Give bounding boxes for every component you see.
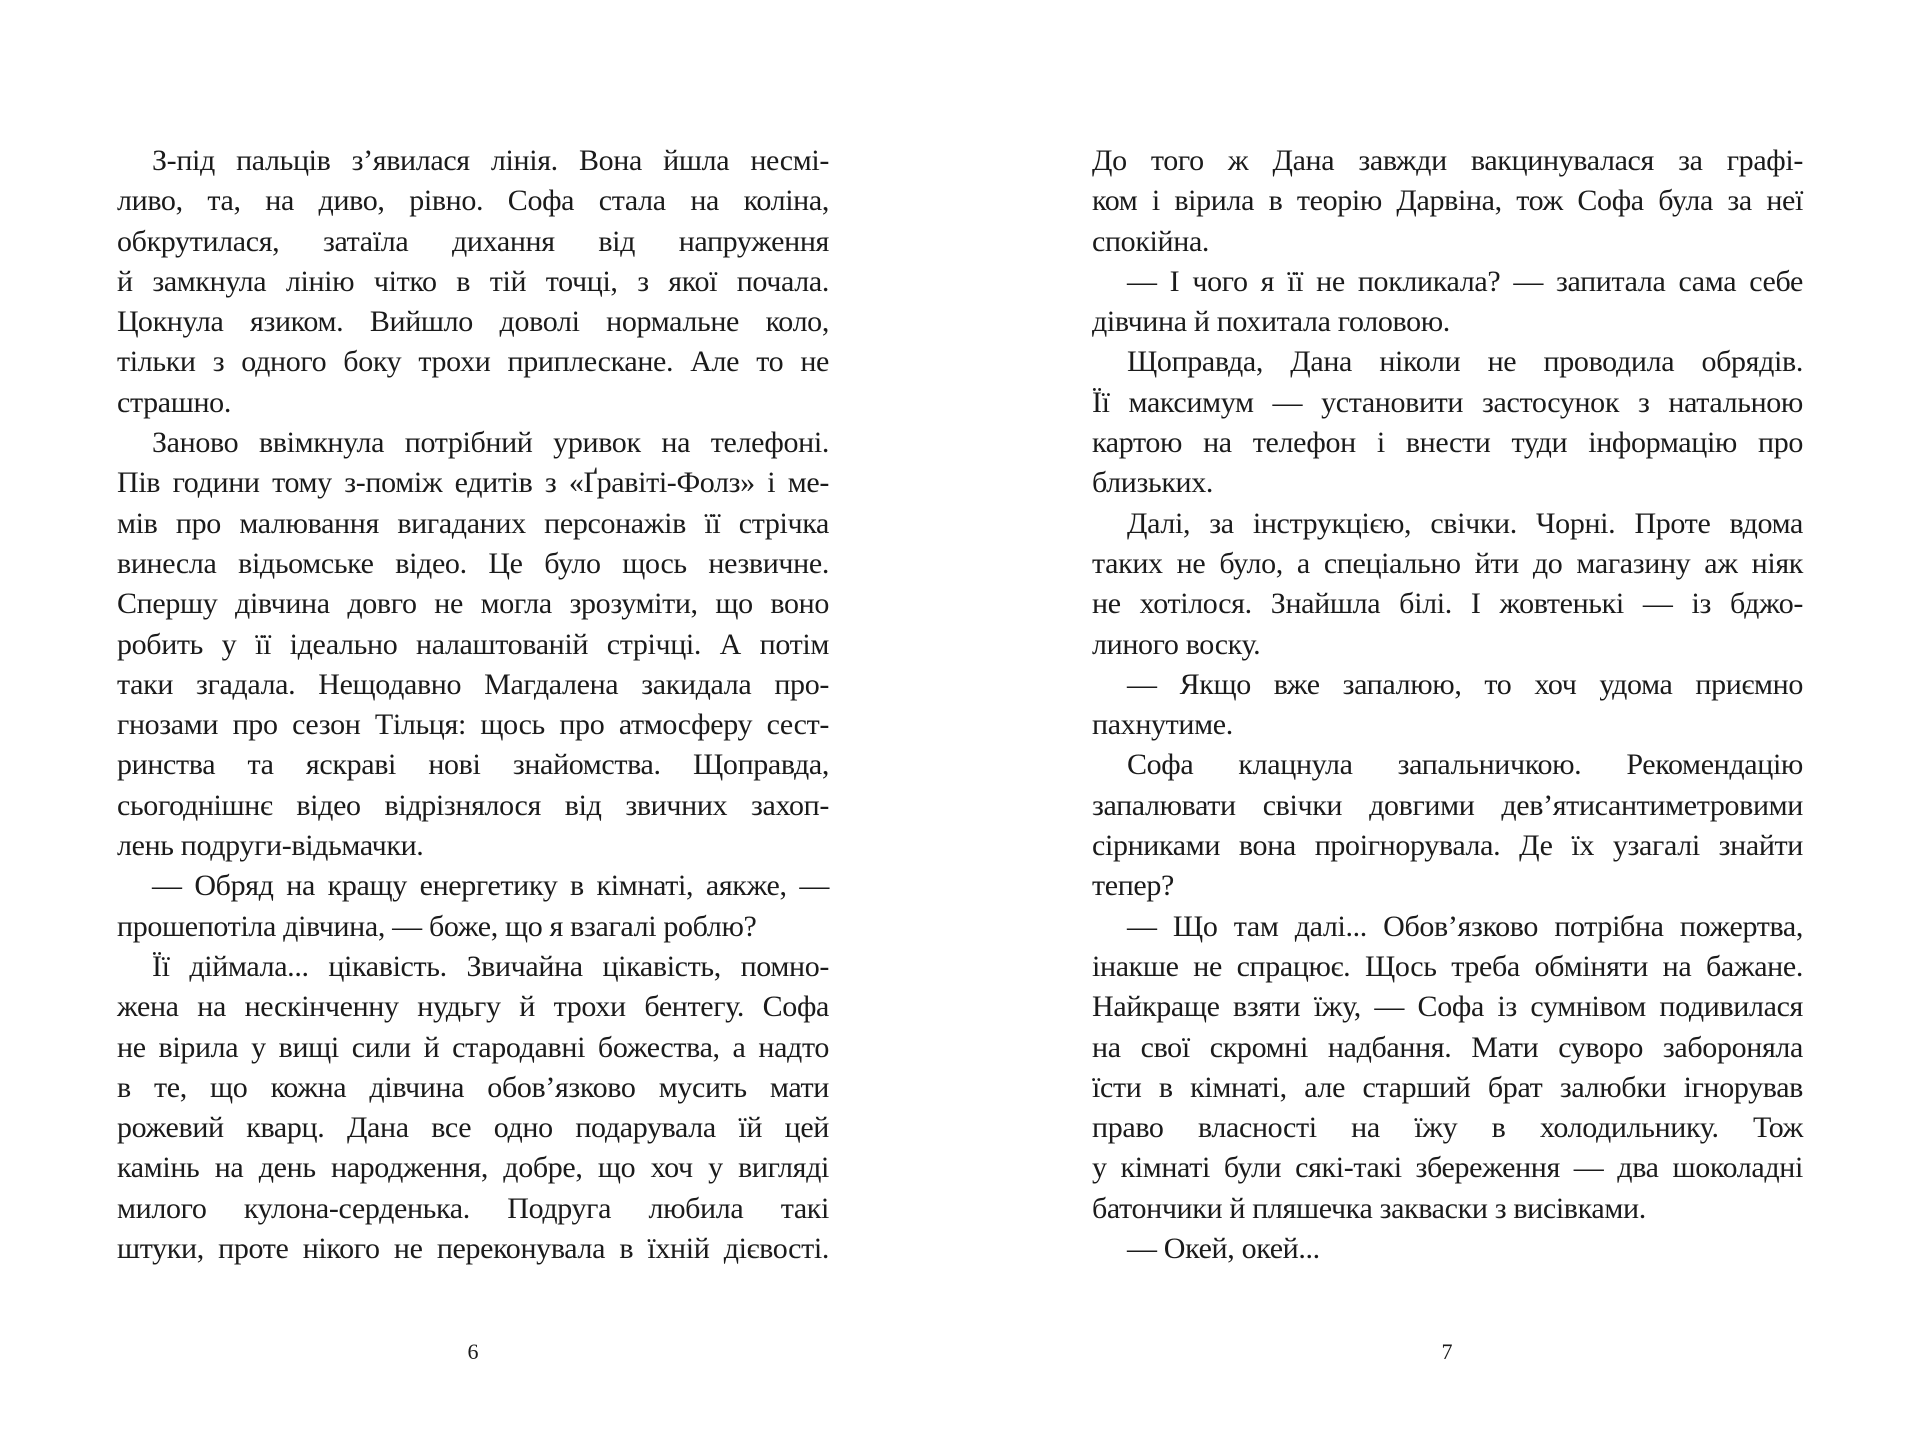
left-page-text	[117, 141, 829, 1269]
text-line: обкрутилася, затаїла дихання від напруження	[117, 224, 829, 258]
right-page	[960, 0, 1920, 1440]
text-line: страшно.	[117, 385, 231, 419]
text-line: сьогоднішнє відео відрізнялося від звичних захоп-	[117, 788, 829, 822]
text-line: — Обряд на кращу енергетику в кімнаті, аякже, —	[152, 869, 829, 903]
text-line: — Якщо вже запалюю, то хоч удома приємно	[1127, 667, 1803, 701]
text-line: линого воску.	[1092, 627, 1261, 661]
text-line: тепер?	[1092, 869, 1175, 903]
text-line: спокійна.	[1092, 224, 1210, 258]
text-line: Пів години тому з-поміж едитів з «Ґравіті-Фолз» і ме-	[117, 466, 829, 500]
text-line: не хотілося. Знайшла білі. І жовтенькі — із бджо-	[1092, 587, 1803, 621]
text-line: Найкраще взяти їжу, — Софа із сумнівом подивилася	[1092, 990, 1803, 1024]
text-line: Софа клацнула запальничкою. Рекомендацію	[1127, 748, 1803, 782]
text-line: робить у її ідеально налаштованій стрічці. А потім	[117, 627, 829, 661]
text-line: камінь на день народження, добре, що хоч у вигляді	[117, 1151, 829, 1185]
page-number-right: 7	[1441, 1339, 1453, 1364]
text-line: Далі, за інструкцією, свічки. Чорні. Проте вдома	[1127, 506, 1803, 540]
text-line: милого кулона-серденька. Подруга любила такі	[117, 1191, 829, 1225]
text-line: — Окей, окей...	[1127, 1232, 1320, 1266]
text-line: жена на нескінченну нудьгу й трохи бентегу. Софа	[117, 990, 829, 1024]
text-line: інакше не спрацює. Щось треба обміняти на бажане.	[1092, 949, 1803, 983]
text-line: лень подруги-відьмачки.	[117, 829, 424, 863]
text-line: Заново ввімкнула потрібний уривок на телефоні.	[152, 426, 829, 460]
text-line: штуки, проте нікого не переконувала в їхній дієвості.	[117, 1232, 829, 1266]
right-page-text	[1092, 141, 1803, 1269]
text-line: Цокнула язиком. Вийшло доволі нормальне коло,	[117, 305, 829, 339]
text-line: — І чого я її не покликала? — запитала сама себе	[1127, 264, 1803, 298]
text-line: мів про малювання вигаданих персонажів її стрічка	[117, 506, 829, 540]
text-line: таки згадала. Нещодавно Магдалена закидала про-	[117, 667, 829, 701]
text-line: запалювати свічки довгими дев’ятисантиметровими	[1092, 788, 1803, 822]
text-line: таких не було, а спеціально йти до магазину аж ніяк	[1092, 546, 1803, 580]
text-line: прошепотіла дівчина, — боже, що я взагалі роблю?	[117, 909, 757, 943]
text-line: картою на телефон і внести туди інформацію про	[1092, 426, 1803, 460]
text-line: Щоправда, Дана ніколи не проводила обрядів.	[1127, 345, 1803, 379]
text-line: в те, що кожна дівчина обов’язково мусить мати	[117, 1070, 829, 1104]
text-line: Спершу дівчина довго не могла зрозуміти, що воно	[117, 587, 829, 621]
text-line: право власності на їжу в холодильнику. Тож	[1092, 1111, 1803, 1145]
text-line: рожевий кварц. Дана все одно подарувала їй цей	[117, 1111, 829, 1145]
text-line: й замкнула лінію чітко в тій точці, з якої почала.	[117, 264, 829, 298]
text-line: гнозами про сезон Тільця: щось про атмосферу сест-	[117, 708, 829, 742]
text-line: винесла відьомське відео. Це було щось незвичне.	[117, 546, 829, 580]
text-line: їсти в кімнаті, але старший брат залюбки ігнорував	[1092, 1070, 1803, 1104]
page-number-left: 6	[467, 1339, 479, 1364]
text-line: ринства та яскраві нові знайомства. Щоправда,	[117, 748, 829, 782]
text-line: ком і вірила в теорію Дарвіна, тож Софа була за неї	[1092, 184, 1803, 218]
text-line: батончики й пляшечка закваски з висівками.	[1092, 1191, 1646, 1225]
text-line: ливо, та, на диво, рівно. Софа стала на коліна,	[117, 184, 829, 218]
text-line: З-під пальців з’явилася лінія. Вона йшла несмі-	[152, 144, 829, 177]
text-line: дівчина й похитала головою.	[1092, 305, 1450, 339]
text-line: не вірила у вищі сили й стародавні божества, а надто	[117, 1030, 829, 1064]
text-line: пахнутиме.	[1092, 708, 1233, 742]
text-line: на свої скромні надбання. Мати суворо забороняла	[1092, 1030, 1803, 1064]
text-line: сірниками вона проігнорувала. Де їх узагалі знайти	[1092, 829, 1803, 863]
text-line: тільки з одного боку трохи приплескане. Але то не	[117, 345, 829, 379]
text-line: Її діймала... цікавість. Звичайна цікавість, помно-	[152, 949, 829, 983]
text-line: у кімнаті були сякі-такі збереження — два шоколадні	[1092, 1151, 1803, 1185]
text-line: близьких.	[1092, 466, 1214, 500]
text-line: — Що там далі... Обов’язково потрібна пожертва,	[1127, 909, 1803, 943]
text-line: Її максимум — установити застосунок з натальною	[1092, 385, 1803, 419]
text-line: До того ж Дана завжди вакцинувалася за графі-	[1092, 144, 1803, 177]
